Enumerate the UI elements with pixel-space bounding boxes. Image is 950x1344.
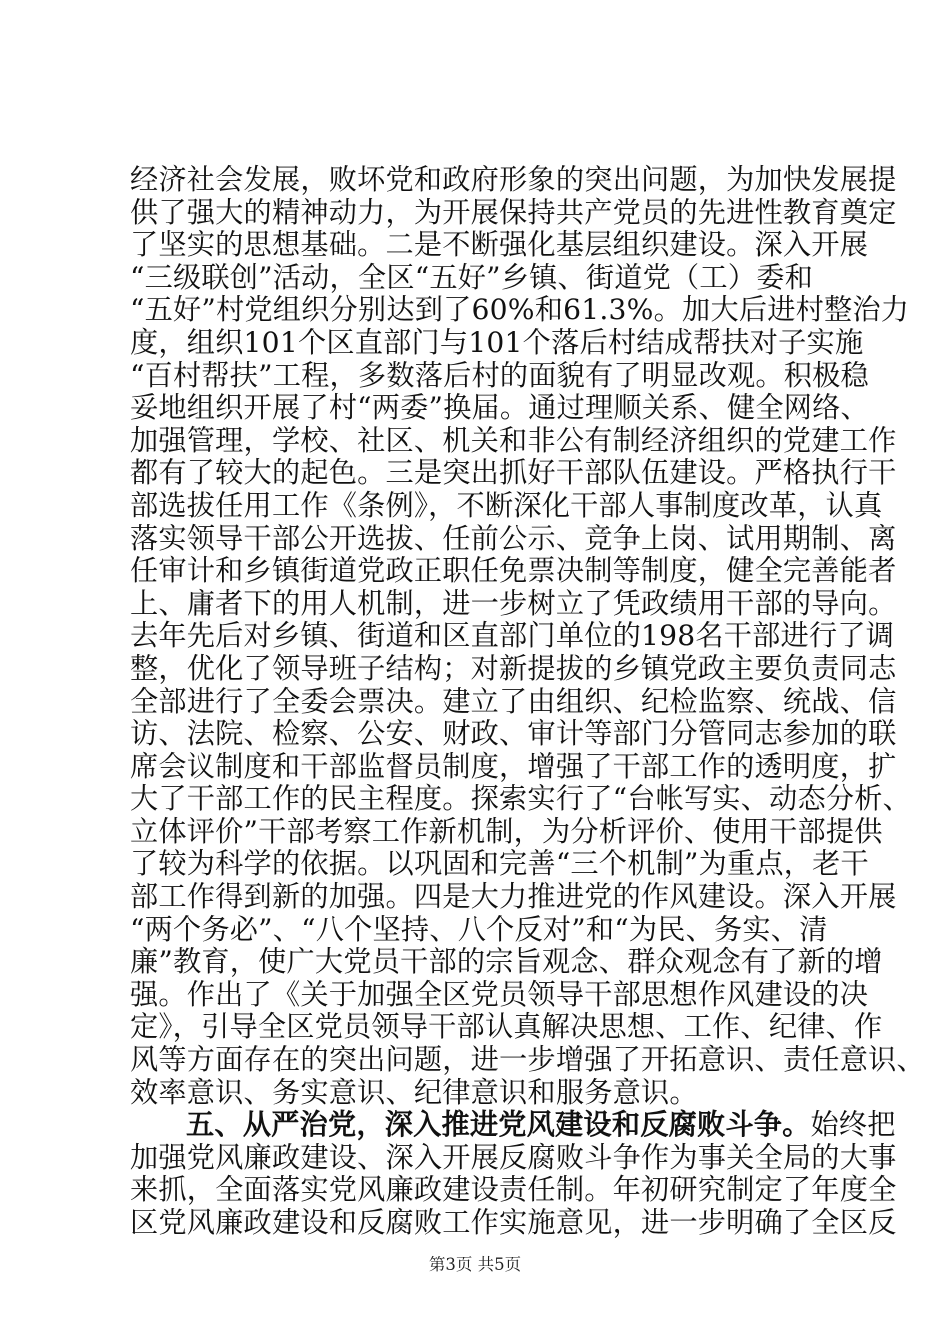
text-line: 度，组织101个区直部门与101个落后村结成帮扶对子实施 (130, 325, 864, 359)
text-line: 落实领导干部公开选拔、任前公示、竞争上岗、试用期制、离 (130, 521, 897, 555)
text-line: 席会议制度和干部监督员制度，增强了干部工作的透明度，扩 (130, 749, 897, 783)
text-line: 廉”教育，使广大党员干部的宗旨观念、群众观念有了新的增 (130, 945, 883, 979)
text-line: “百村帮扶”工程，多数落后村的面貌有了明显改观。积极稳 (130, 358, 869, 392)
text-line: 加强党风廉政建设、深入开展反腐败斗争作为事关全局的大事 (130, 1140, 897, 1174)
text-line: 部工作得到新的加强。四是大力推进党的作风建设。深入开展 (130, 880, 897, 914)
text-line: “两个务必”、“八个坚持、八个反对”和“为民、务实、清 (130, 912, 828, 946)
text-line: 整，优化了领导班子结构；对新提拔的乡镇党政主要负责同志 (130, 651, 897, 685)
text-line: 任审计和乡镇街道党政正职任免票决制等制度，健全完善能者 (130, 554, 897, 588)
text-line: 供了强大的精神动力，为开展保持共产党员的先进性教育奠定 (130, 195, 897, 229)
text-line: 都有了较大的起色。三是突出抓好干部队伍建设。严格执行干 (130, 456, 897, 490)
text-line: 妥地组织开展了村“两委”换届。通过理顺关系、健全网络、 (130, 391, 869, 425)
text-line: 立体评价”干部考察工作新机制，为分析评价、使用干部提供 (130, 814, 883, 848)
page-number-footer: 第3页 共5页 (428, 1255, 522, 1274)
text-line: 大了干部工作的民主程度。探索实行了“台帐写实、动态分析、 (130, 782, 912, 816)
text-line: 了坚实的思想基础。二是不断强化基层组织建设。深入开展 (130, 228, 869, 262)
text-line: 全部进行了全委会票决。建立了由组织、纪检监察、统战、信 (130, 684, 897, 718)
text-line: 强。作出了《关于加强全区党员领导干部思想作风建设的决 (130, 977, 869, 1011)
text-line: 风等方面存在的突出问题，进一步增强了开拓意识、责任意识、 (130, 1043, 925, 1077)
text-line: 加强管理，学校、社区、机关和非公有制经济组织的党建工作 (130, 423, 897, 457)
text-line: 经济社会发展，败坏党和政府形象的突出问题，为加快发展提 (130, 163, 897, 196)
text-line: “五好”村党组织分别达到了60%和61.3%。加大后进村整治力 (130, 293, 910, 327)
section-heading: 五、从严治党，深入推进党风建设和反腐败斗争。 (186, 1108, 811, 1142)
document-body (130, 163, 925, 1240)
text-line: 上、庸者下的用人机制，进一步树立了凭政绩用干部的导向。 (130, 586, 897, 620)
text-fragment: 始终把 (810, 1108, 896, 1142)
text-line: 定》，引导全区党员领导干部认真解决思想、工作、纪律、作 (130, 1010, 883, 1044)
text-line: 区党风廉政建设和反腐败工作实施意见，进一步明确了全区反 (130, 1206, 897, 1239)
text-line: 效率意识、务实意识、纪律意识和服务意识。 (130, 1075, 698, 1109)
text-line: 去年先后对乡镇、街道和区直部门单位的198名干部进行了调 (130, 619, 895, 653)
paragraph-first-line (130, 1108, 896, 1142)
text-line: 了较为科学的依据。以巩固和完善“三个机制”为重点，老干 (130, 847, 869, 881)
text-line: 来抓，全面落实党风廉政建设责任制。年初研究制定了年度全 (130, 1173, 897, 1207)
text-line: 部选拔任用工作《条例》，不断深化干部人事制度改革，认真 (130, 488, 883, 522)
text-line: “三级联创”活动，全区“五好”乡镇、街道党（工）委和 (130, 260, 813, 294)
text-line: 访、法院、检察、公安、财政、审计等部门分管同志参加的联 (130, 717, 897, 751)
